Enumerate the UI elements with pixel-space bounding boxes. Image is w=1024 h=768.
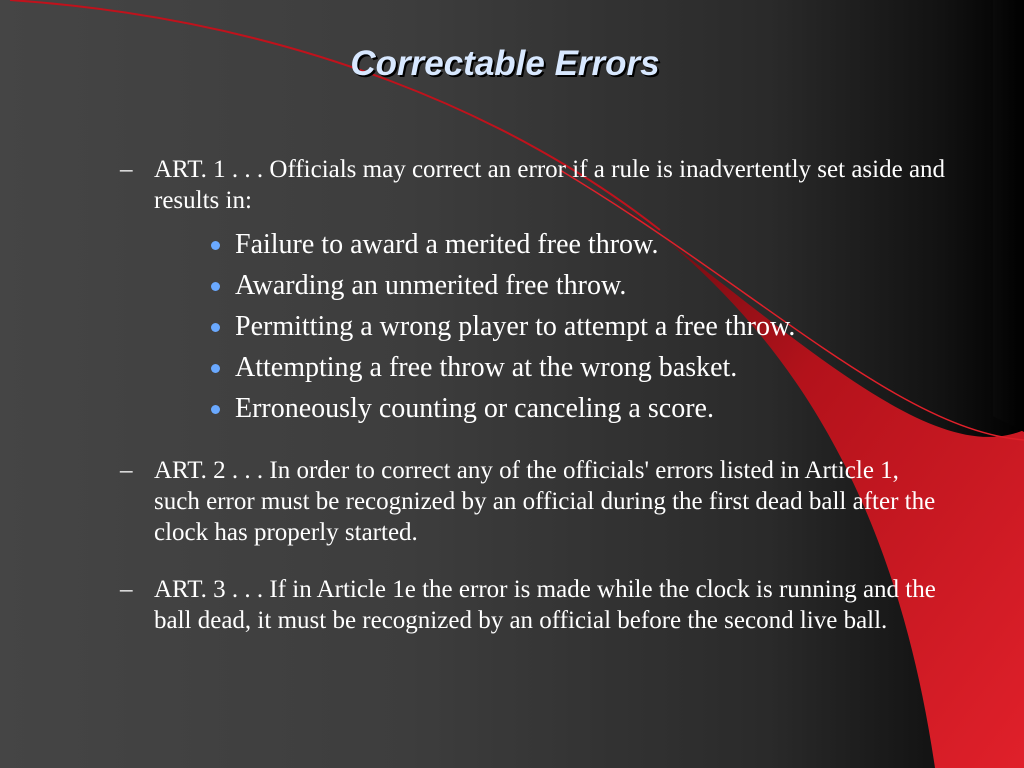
bullet-item: [206, 306, 948, 347]
bullet-text: Failure to award a merited free throw.: [235, 229, 659, 260]
dash-marker: –: [120, 457, 133, 484]
slide-title: Correctable Errors: [350, 44, 660, 83]
bullet-text: Attempting a free throw at the wrong basket.: [235, 352, 738, 383]
bullet-dot-icon: [211, 405, 220, 414]
article-2: [118, 455, 948, 548]
article-2-text: ART. 2 . . . In order to correct any of the officials' errors listed in Article 1, such error must be recognized by an official during the first dead ball after the clock has properly started.: [154, 457, 936, 546]
bullet-text: Awarding an unmerited free throw.: [235, 270, 627, 301]
bullet-dot-icon: [211, 241, 220, 250]
bullet-item: [206, 347, 948, 388]
bullet-item: [206, 224, 948, 265]
bullet-dot-icon: [211, 364, 220, 373]
article-3: [118, 574, 948, 636]
article-1: [118, 154, 948, 429]
dash-marker: –: [120, 156, 133, 183]
article-1-bullet-list: [154, 224, 948, 429]
bullet-text: Permitting a wrong player to attempt a free throw.: [235, 311, 796, 342]
bullet-item: [206, 388, 948, 429]
bullet-item: [206, 265, 948, 306]
dash-marker: –: [120, 576, 133, 603]
bullet-text: Erroneously counting or canceling a score.: [235, 393, 714, 424]
slide-content: [118, 154, 948, 636]
bullet-dot-icon: [211, 323, 220, 332]
article-3-text: ART. 3 . . . If in Article 1e the error is made while the clock is running and the ball dead, it must be recognized by an official before the second live ball.: [154, 576, 936, 634]
article-1-text: ART. 1 . . . Officials may correct an error if a rule is inadvertently set aside and results in:: [154, 156, 946, 214]
bullet-dot-icon: [211, 282, 220, 291]
